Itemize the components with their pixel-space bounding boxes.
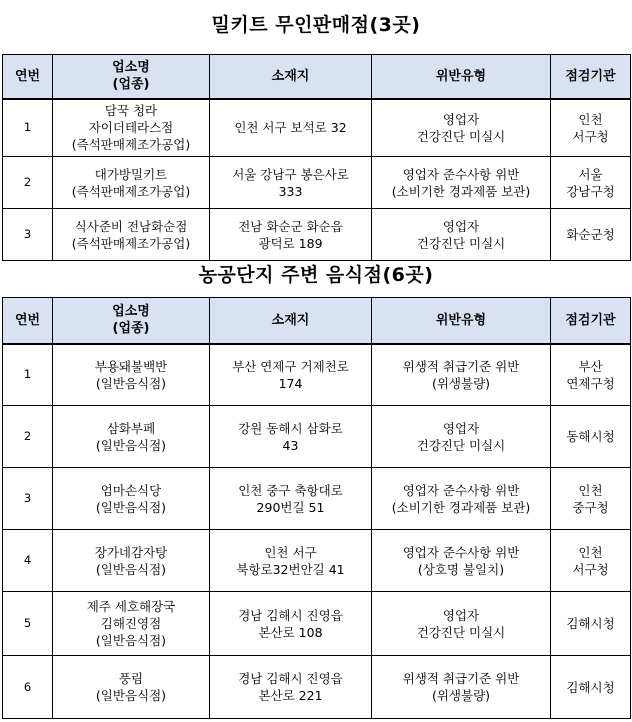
cell-business-name: 대가방밀키트 (즉석판매제조가공업) — [53, 157, 210, 209]
header-address: 소재지 — [210, 298, 372, 344]
cell-address: 인천 서구 북항로32번안길 41 — [210, 530, 372, 592]
cell-violation-type: 위생적 취급기준 위반 (위생불량) — [372, 344, 551, 406]
restaurant-table — [2, 297, 631, 719]
table-row — [3, 468, 631, 530]
table-row — [3, 99, 631, 157]
table-row — [3, 530, 631, 592]
cell-violation-type: 영업자 준수사항 위반 (소비기한 경과제품 보관) — [372, 157, 551, 209]
table-row — [3, 209, 631, 261]
cell-address: 부산 연제구 거제천로 174 — [210, 344, 372, 406]
cell-business-name: 담꾹 청라 자이더테라스점 (즉석판매제조가공업) — [53, 99, 210, 157]
header-no: 연번 — [3, 298, 53, 344]
cell-inspection-agency: 동해시청 — [551, 406, 631, 468]
cell-inspection-agency: 인천 중구청 — [551, 468, 631, 530]
header-violation-type: 위반유형 — [372, 298, 551, 344]
table-header-row — [3, 55, 631, 99]
table-header-row — [3, 298, 631, 344]
cell-address: 인천 중구 축항대로 290번길 51 — [210, 468, 372, 530]
cell-inspection-agency: 부산 연제구청 — [551, 344, 631, 406]
cell-address: 경남 김해시 진영읍 본산로 221 — [210, 656, 372, 719]
cell-no: 3 — [3, 209, 53, 261]
cell-no: 4 — [3, 530, 53, 592]
cell-violation-type: 영업자 건강진단 미실시 — [372, 209, 551, 261]
cell-business-name: 풍림 (일반음식점) — [53, 656, 210, 719]
cell-address: 서울 강남구 봉은사로 333 — [210, 157, 372, 209]
cell-address: 강원 동해시 삼화로 43 — [210, 406, 372, 468]
cell-inspection-agency: 서울 강남구청 — [551, 157, 631, 209]
table-row — [3, 157, 631, 209]
cell-violation-type: 영업자 건강진단 미실시 — [372, 592, 551, 656]
header-business-name: 업소명 (업종) — [53, 55, 210, 99]
section-title-restaurants: 농공단지 주변 음식점(6곳) — [198, 264, 434, 286]
cell-inspection-agency: 인천 서구청 — [551, 99, 631, 157]
cell-inspection-agency: 김해시청 — [551, 656, 631, 719]
cell-violation-type: 영업자 건강진단 미실시 — [372, 406, 551, 468]
cell-violation-type: 영업자 건강진단 미실시 — [372, 99, 551, 157]
cell-business-name: 엄마손식당 (일반음식점) — [53, 468, 210, 530]
cell-inspection-agency: 김해시청 — [551, 592, 631, 656]
cell-address: 전남 화순군 화순읍 광덕로 189 — [210, 209, 372, 261]
table-row — [3, 656, 631, 719]
cell-violation-type: 위생적 취급기준 위반 (위생불량) — [372, 656, 551, 719]
header-violation-type: 위반유형 — [372, 55, 551, 99]
cell-no: 2 — [3, 157, 53, 209]
header-inspection-agency: 점검기관 — [551, 298, 631, 344]
cell-no: 2 — [3, 406, 53, 468]
header-inspection-agency: 점검기관 — [551, 55, 631, 99]
cell-inspection-agency: 인천 서구청 — [551, 530, 631, 592]
cell-no: 3 — [3, 468, 53, 530]
cell-business-name: 장가네감자탕 (일반음식점) — [53, 530, 210, 592]
table-row — [3, 344, 631, 406]
cell-address: 경남 김해시 진영읍 본산로 108 — [210, 592, 372, 656]
header-business-name: 업소명 (업종) — [53, 298, 210, 344]
cell-violation-type: 영업자 준수사항 위반 (소비기한 경과제품 보관) — [372, 468, 551, 530]
cell-inspection-agency: 화순군청 — [551, 209, 631, 261]
cell-no: 6 — [3, 656, 53, 719]
cell-no: 1 — [3, 344, 53, 406]
cell-no: 5 — [3, 592, 53, 656]
table-row — [3, 592, 631, 656]
cell-no: 1 — [3, 99, 53, 157]
header-no: 연번 — [3, 55, 53, 99]
cell-address: 인천 서구 보석로 32 — [210, 99, 372, 157]
mealkit-store-table — [2, 54, 631, 261]
cell-business-name: 삼화부페 (일반음식점) — [53, 406, 210, 468]
table-row — [3, 406, 631, 468]
header-address: 소재지 — [210, 55, 372, 99]
cell-business-name: 식사준비 전남화순점 (즉석판매제조가공업) — [53, 209, 210, 261]
cell-violation-type: 영업자 준수사항 위반 (상호명 불일치) — [372, 530, 551, 592]
cell-business-name: 제주 세호해장국 김해진영점 (일반음식점) — [53, 592, 210, 656]
section-title-mealkit: 밀키트 무인판매점(3곳) — [211, 14, 421, 36]
cell-business-name: 부용돼불백반 (일반음식점) — [53, 344, 210, 406]
